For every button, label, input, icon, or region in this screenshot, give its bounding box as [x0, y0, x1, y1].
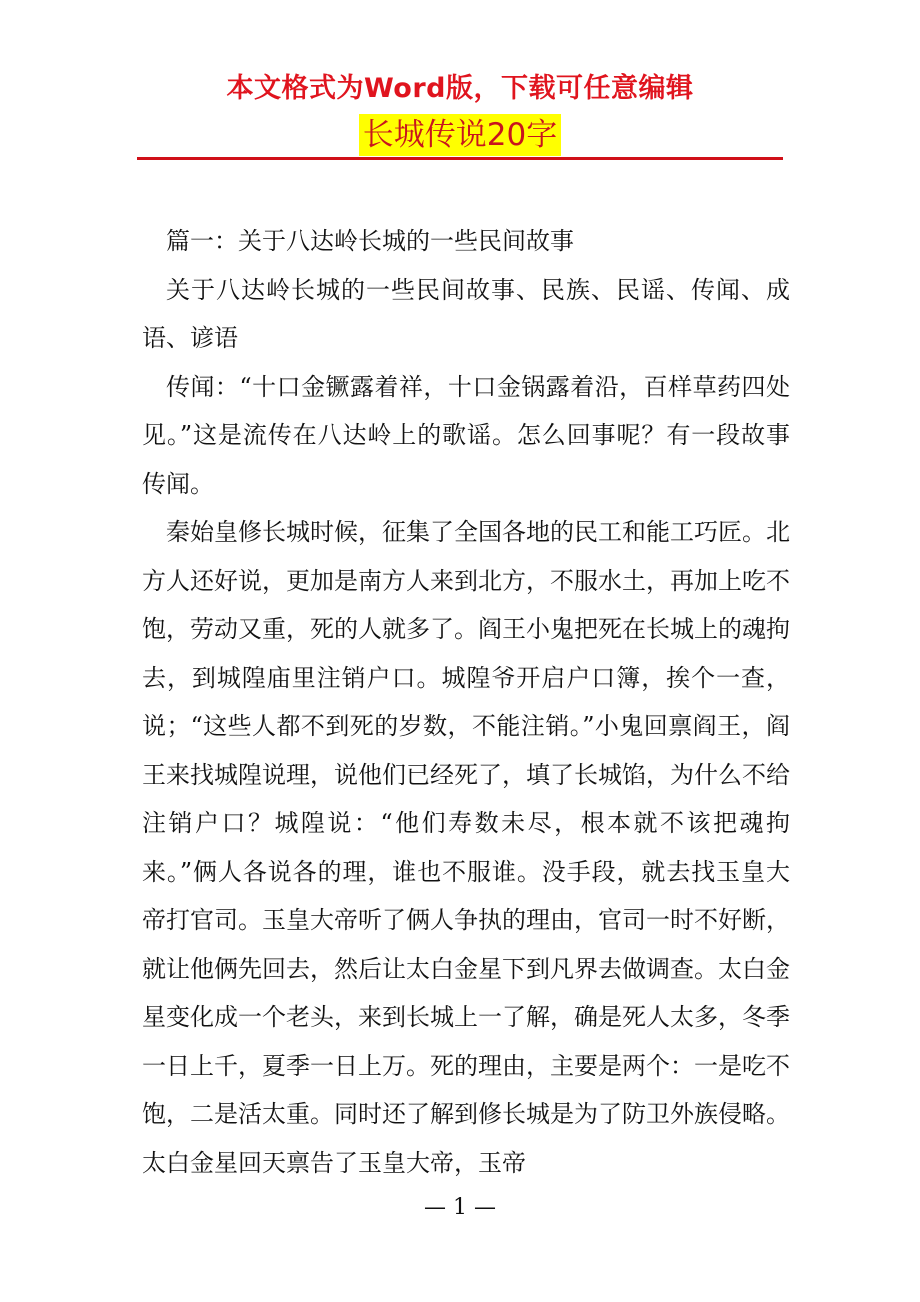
document-body: [142, 217, 790, 1187]
title-divider: [137, 157, 783, 160]
section-heading: 篇一：关于八达岭长城的一些民间故事: [166, 227, 574, 255]
title-wrapper: [0, 114, 920, 156]
paragraph: 关于八达岭长城的一些民间故事、民族、民谣、传闻、成语、谚语: [142, 275, 790, 352]
paragraph: 秦始皇修长城时候，征集了全国各地的民工和能工巧匠。北方人还好说，更加是南方人来到北方，不服水土，再加上吃不饱，劳动又重，死的人就多了。阎王小鬼把死在长城上的魂拘去，到城隍庙里注销户口。城隍爷开启户口簿，挨个一查，说；“这些人都不到死的岁数，不能注销。”小鬼回禀阎王，阎王来找城隍说理，说他们已经死了，填了长城馅，为什么不给注销户口？城隍说：“他们寿数未尽，根本就不该把魂拘来。”俩人各说各的理，谁也不服谁。没手段，就去找玉皇大帝打官司。玉皇大帝听了俩人争执的理由，官司一时不好断，就让他俩先回去，然后让太白金星下到凡界去做调查。太白金星变化成一个老头，来到长城上一了解，确是死人太多，冬季一日上千，夏季一日上万。死的理由，主要是两个：一是吃不饱，二是活太重。同时还了解到修长城是为了防卫外族侵略。太白金星回天禀告了玉皇大帝，玉帝: [142, 518, 790, 1177]
page-number: — 1 —: [424, 1195, 496, 1220]
document-title: 长城传说20字: [359, 114, 561, 156]
paragraph: 传闻：“十口金镢露着祥，十口金锅露着沿，百样草药四处见。”这是流传在八达岭上的歌谣。怎么回事呢？有一段故事传闻。: [142, 372, 790, 498]
format-notice: 本文格式为Word版，下载可任意编辑: [226, 73, 694, 104]
